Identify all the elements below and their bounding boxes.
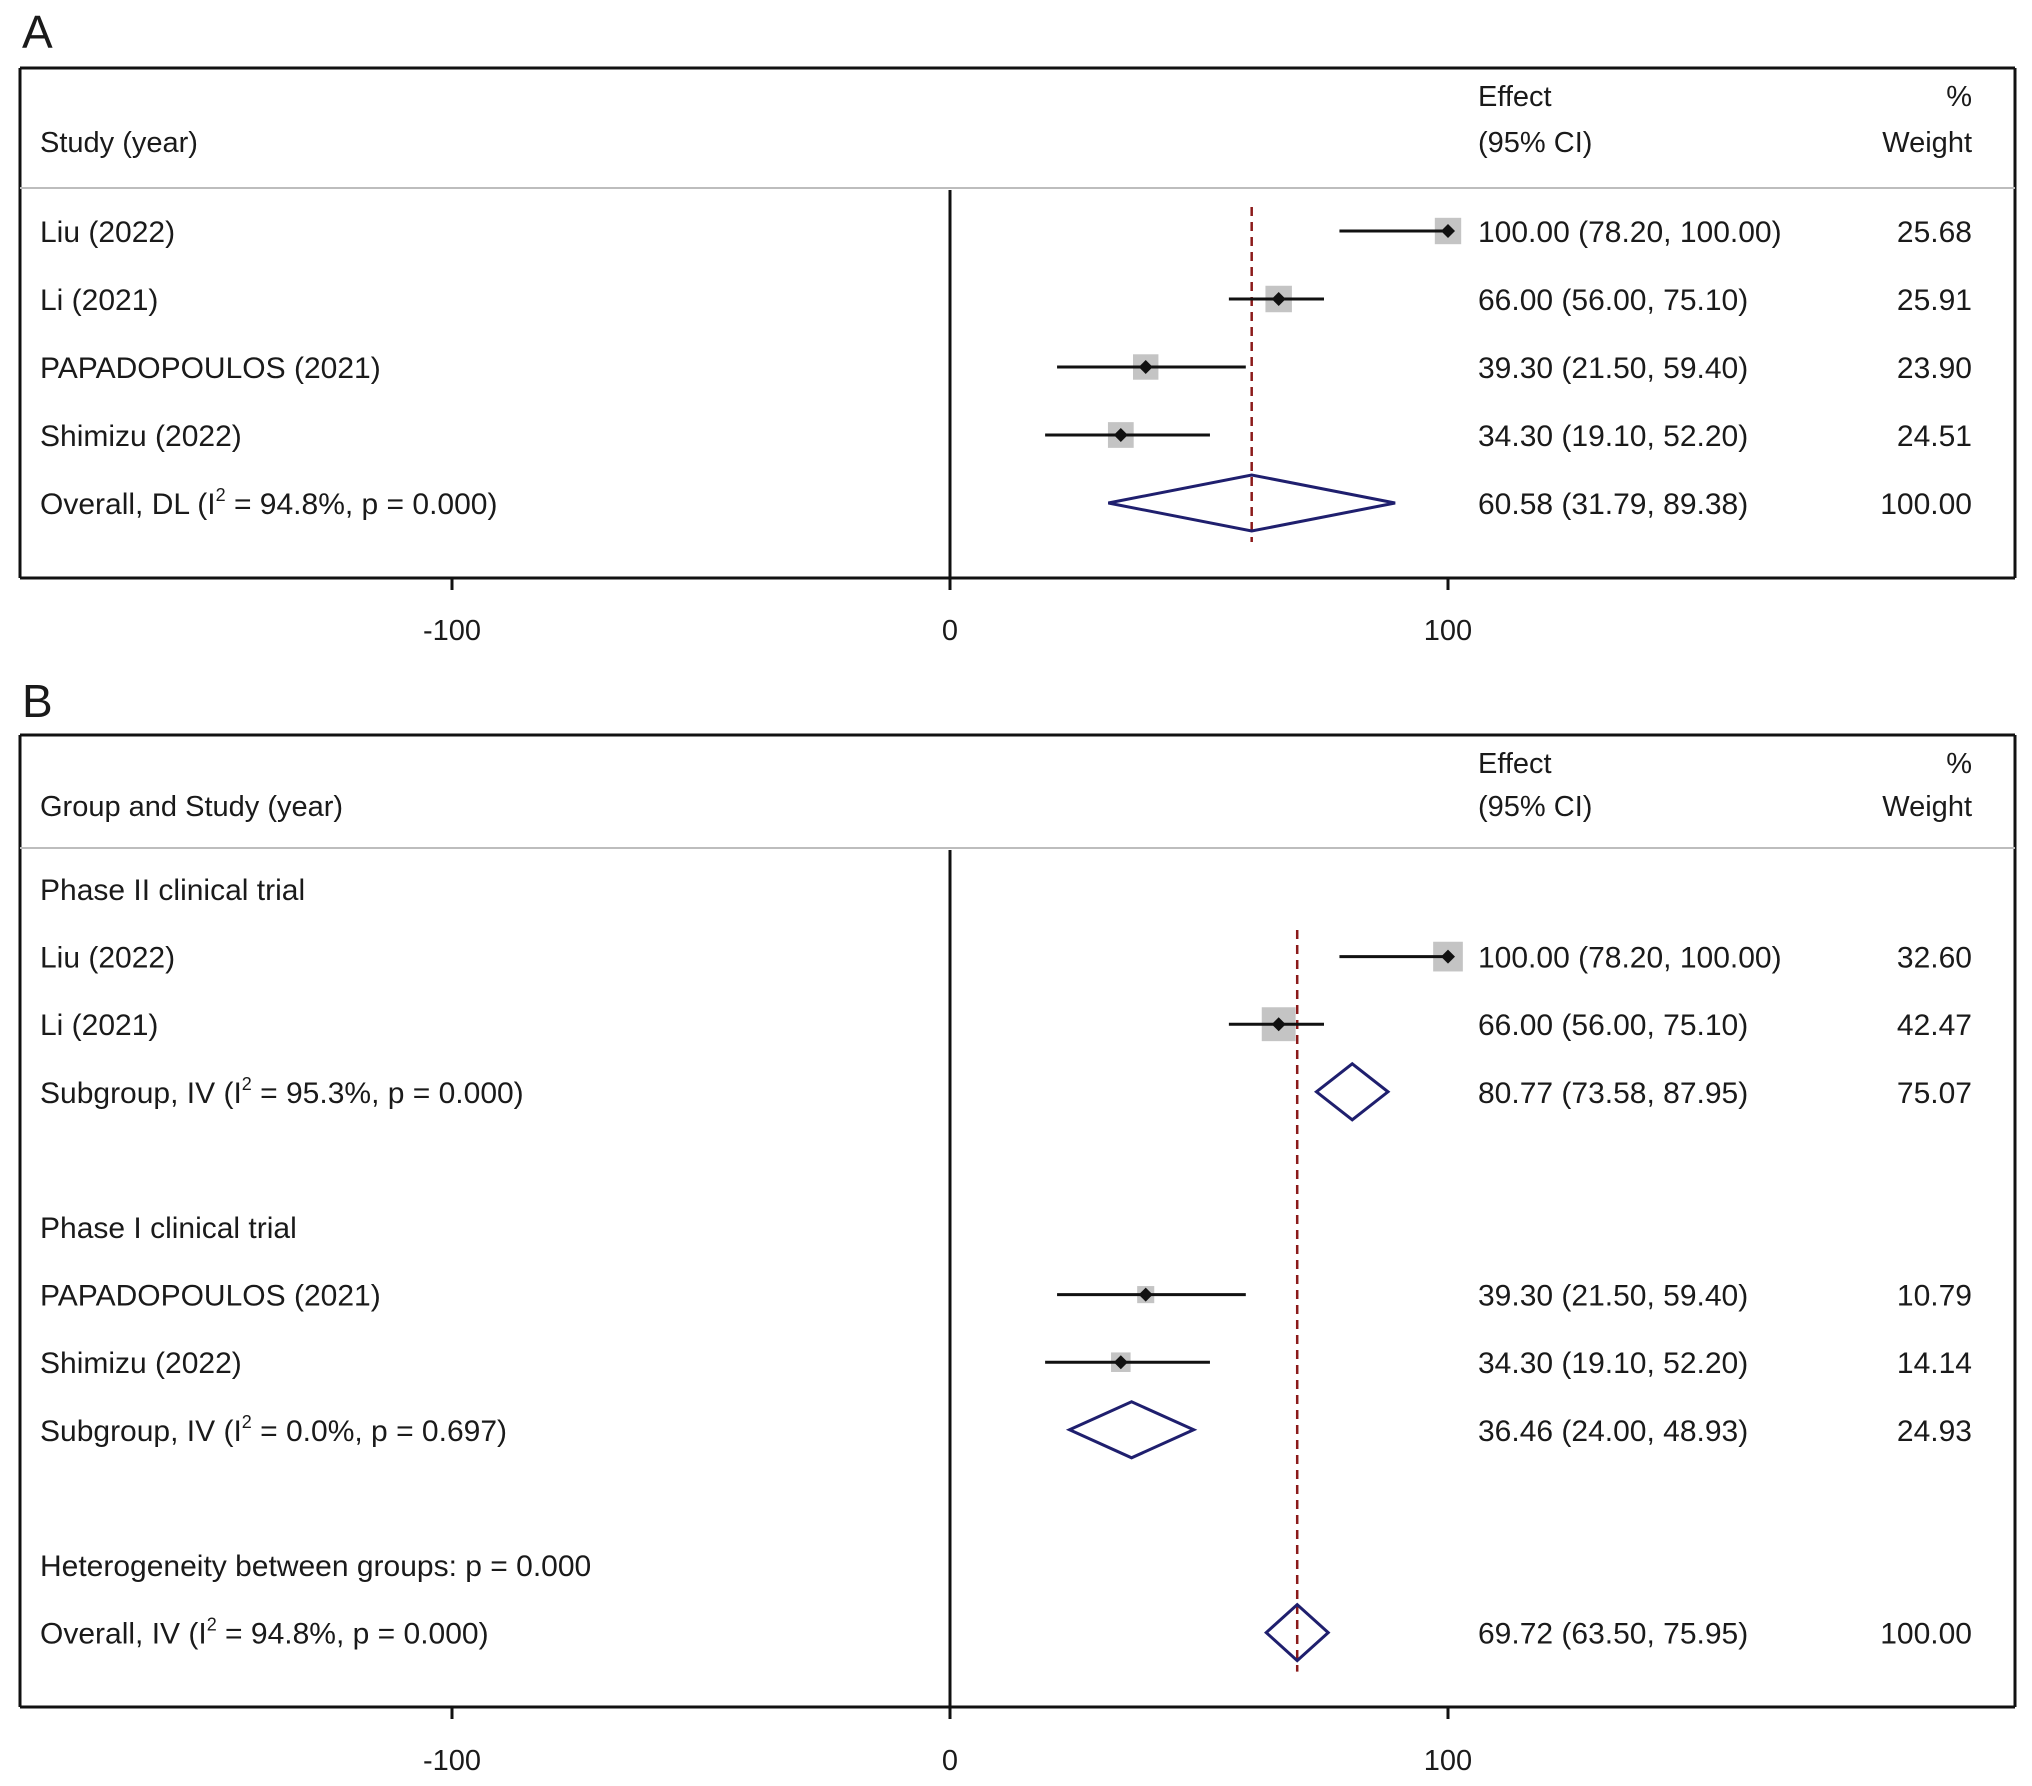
weight-text: 10.79 — [1896, 1279, 1972, 1313]
heterogeneity-label: Heterogeneity between groups: p = 0.000 — [40, 1550, 592, 1583]
weight-column-header-percent: % — [1946, 748, 1972, 780]
panel-letter: A — [22, 6, 53, 58]
effect-ci-text: 100.00 (78.20, 100.00) — [1478, 941, 1782, 975]
i-squared-superscript: 2 — [215, 485, 226, 505]
effect-ci-text: 34.30 (19.10, 52.20) — [1478, 420, 1749, 453]
x-tick-label: -100 — [422, 615, 482, 647]
weight-text: 25.68 — [1896, 216, 1972, 249]
study-label: Shimizu (2022) — [40, 1347, 242, 1381]
subgroup-diamond — [1316, 1064, 1388, 1120]
x-tick-label: 100 — [1423, 615, 1473, 647]
effect-ci-text: 66.00 (56.00, 75.10) — [1478, 1009, 1749, 1043]
weight-text: 42.47 — [1896, 1009, 1972, 1043]
effect-ci-text: 34.30 (19.10, 52.20) — [1478, 1347, 1749, 1381]
group-label: Phase I clinical trial — [40, 1212, 297, 1245]
label-text: Overall, DL (I — [40, 488, 216, 521]
subgroup-label — [40, 1412, 507, 1448]
x-tick-label: 100 — [1423, 1745, 1473, 1777]
x-tick-label: -100 — [422, 1745, 482, 1777]
weight-text: 100.00 — [1880, 1617, 1972, 1651]
weight-column-header: Weight — [1882, 791, 1972, 823]
effect-ci-text: 100.00 (78.20, 100.00) — [1478, 216, 1782, 249]
weight-text: 23.90 — [1896, 352, 1972, 385]
study-label: Shimizu (2022) — [40, 420, 242, 453]
study-column-header: Study (year) — [40, 127, 198, 159]
weight-text: 25.91 — [1896, 284, 1972, 317]
study-column-header: Group and Study (year) — [40, 791, 344, 823]
label-text: Overall, IV (I — [40, 1617, 207, 1651]
effect-ci-text: 69.72 (63.50, 75.95) — [1478, 1617, 1749, 1651]
study-label: PAPADOPOULOS (2021) — [40, 352, 381, 385]
forest-panel-a — [20, 6, 2015, 647]
label-text: Subgroup, IV (I — [40, 1076, 242, 1110]
x-tick-label: 0 — [941, 1745, 959, 1777]
weight-text: 14.14 — [1896, 1347, 1972, 1381]
weight-text: 75.07 — [1896, 1076, 1972, 1110]
effect-column-header-ci: (95% CI) — [1478, 127, 1593, 159]
overall-label — [40, 1615, 489, 1651]
weight-column-header: Weight — [1882, 127, 1972, 159]
effect-ci-text: 39.30 (21.50, 59.40) — [1478, 352, 1749, 385]
effect-column-header: Effect — [1478, 748, 1552, 780]
study-label: Li (2021) — [40, 284, 159, 317]
weight-text: 24.93 — [1896, 1414, 1972, 1448]
i-squared-superscript: 2 — [206, 1614, 217, 1635]
effect-column-header: Effect — [1478, 81, 1552, 113]
x-tick-label: 0 — [941, 615, 959, 647]
label-text-rest: = 0.0%, p = 0.697) — [251, 1414, 507, 1448]
overall-label — [40, 485, 497, 521]
panel-letter: B — [22, 675, 53, 727]
i-squared-superscript: 2 — [241, 1411, 252, 1432]
subgroup-diamond — [1070, 1402, 1194, 1458]
study-label: Liu (2022) — [40, 216, 176, 249]
label-text-rest: = 94.8%, p = 0.000) — [225, 488, 498, 521]
effect-column-header-ci: (95% CI) — [1478, 791, 1593, 823]
effect-ci-text: 36.46 (24.00, 48.93) — [1478, 1414, 1749, 1448]
label-text-rest: = 95.3%, p = 0.000) — [251, 1076, 524, 1110]
study-label: Liu (2022) — [40, 941, 176, 975]
weight-text: 32.60 — [1896, 941, 1972, 975]
weight-column-header-percent: % — [1946, 81, 1972, 113]
i-squared-superscript: 2 — [241, 1073, 252, 1094]
effect-ci-text: 66.00 (56.00, 75.10) — [1478, 284, 1749, 317]
subgroup-label — [40, 1074, 524, 1110]
effect-ci-text: 60.58 (31.79, 89.38) — [1478, 488, 1749, 521]
weight-text: 24.51 — [1896, 420, 1972, 453]
group-label: Phase II clinical trial — [40, 874, 306, 907]
study-label: Li (2021) — [40, 1009, 159, 1043]
label-text-rest: = 94.8%, p = 0.000) — [216, 1617, 489, 1651]
forest-panel-b — [20, 675, 2015, 1777]
weight-text: 100.00 — [1880, 488, 1972, 521]
effect-ci-text: 80.77 (73.58, 87.95) — [1478, 1076, 1749, 1110]
effect-ci-text: 39.30 (21.50, 59.40) — [1478, 1279, 1749, 1313]
study-label: PAPADOPOULOS (2021) — [40, 1279, 381, 1313]
label-text: Subgroup, IV (I — [40, 1414, 242, 1448]
